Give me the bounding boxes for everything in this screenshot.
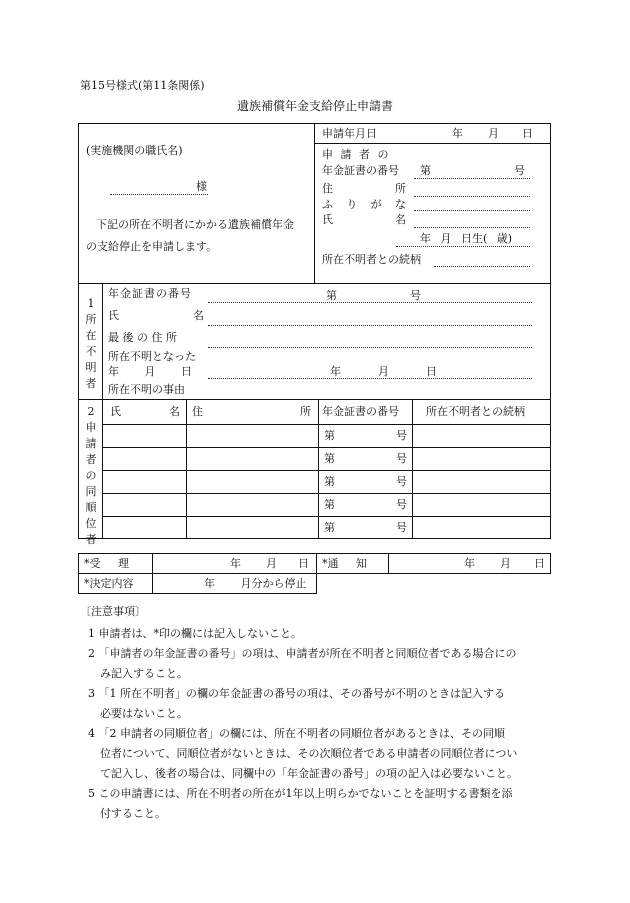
s1-name-label: 氏 名 xyxy=(108,309,204,322)
applicant-cert-dai: 第 xyxy=(420,164,431,177)
s1-missing-date-label-2: 年 月 日 xyxy=(108,365,192,378)
s1-missing-date-label-1: 所在不明となった xyxy=(108,350,196,363)
note-item: 4 「2 申請者の同順位者」の欄には、所在不明者の同順位者があるときは、その同順 xyxy=(88,727,505,740)
receipt-month: 月 xyxy=(266,557,277,570)
s2-header-name: 氏 名 xyxy=(110,405,180,418)
s2-row4-dai: 第 xyxy=(324,498,335,511)
applicant-label-1: 申 請 者 の xyxy=(322,148,391,161)
receipt-label: *受 理 xyxy=(84,557,129,570)
name-label: 氏 名 xyxy=(322,213,406,226)
form-id: 第15号様式(第11条関係) xyxy=(80,79,205,92)
note-item: 5 この申請書には、所在不明者の所在が1年以上明らかでないことを証明する書類を添 xyxy=(88,787,513,800)
notice-day: 日 xyxy=(534,557,545,570)
apply-date-label: 申請年月日 xyxy=(322,127,377,140)
s2-row5-gou: 号 xyxy=(396,521,407,534)
decision-label: *決定内容 xyxy=(84,577,134,590)
section1-label: 1所在不明者 xyxy=(85,297,97,390)
s1-month: 月 xyxy=(378,365,389,378)
s2-row2-dai: 第 xyxy=(324,452,335,465)
notice-month: 月 xyxy=(500,557,511,570)
office-receipt-row xyxy=(78,553,551,574)
s2-header-relation: 所在不明者との続柄 xyxy=(426,405,525,418)
s2-row4-gou: 号 xyxy=(396,498,407,511)
request-line1: 下記の所在不明者にかかる遺族補償年金 xyxy=(96,218,294,231)
receipt-year: 年 xyxy=(230,557,241,570)
s2-row3-gou: 号 xyxy=(396,475,407,488)
address-label: 住 所 xyxy=(322,182,406,195)
birth-text: 年 月 日生( 歳) xyxy=(420,232,513,245)
decision-text: 年 月分から停止 xyxy=(204,577,307,590)
note-item: 2 「申請者の年金証書の番号」の項は、申請者が所在不明者と同順位者である場合にの xyxy=(88,647,517,660)
applicant-cert-gou: 号 xyxy=(514,164,525,177)
s1-year: 年 xyxy=(330,365,341,378)
note-item: て記入し、後者の場合は、同欄中の「年金証書の番号」の項の記入は必要ないこと。 xyxy=(100,767,518,780)
s2-header-address-b: 所 xyxy=(300,405,311,418)
furigana-label: ふ り が な xyxy=(322,198,406,211)
s2-row5-dai: 第 xyxy=(324,521,335,534)
s1-cert-label: 年金証書の番号 xyxy=(108,287,192,300)
note-item: 3 「1 所在不明者」の欄の年金証書の番号の項は、その番号が不明のときは記入する xyxy=(88,687,505,700)
apply-month: 月 xyxy=(488,127,499,140)
s1-last-addr-label: 最 後 の 住 所 xyxy=(108,331,177,344)
applicant-label-2: 年金証書の番号 xyxy=(322,164,399,177)
receipt-day: 日 xyxy=(298,557,309,570)
agency-label: (実施機関の職氏名) xyxy=(86,144,183,157)
section2-label: 2申請者の同順位者 xyxy=(85,405,97,546)
s2-row1-dai: 第 xyxy=(324,429,335,442)
notice-label: *通 知 xyxy=(322,557,367,570)
apply-year: 年 xyxy=(452,127,463,140)
request-line2: の支給停止を申請します。 xyxy=(86,240,218,253)
s1-reason-label: 所在不明の事由 xyxy=(108,383,185,396)
form-title: 遺族補償年金支給停止申請書 xyxy=(236,99,393,113)
relation-label: 所在不明者との続柄 xyxy=(322,253,421,266)
note-item: み記入すること。 xyxy=(100,667,188,680)
note-item: 必要はないこと。 xyxy=(100,707,188,720)
s2-header-address-a: 住 xyxy=(192,405,203,418)
s2-row3-dai: 第 xyxy=(324,475,335,488)
s2-header-cert: 年金証書の番号 xyxy=(322,405,399,418)
sama-text: 様 xyxy=(196,180,207,193)
notes-heading: 〔注意事項〕 xyxy=(80,605,146,618)
s1-day: 日 xyxy=(426,365,437,378)
s2-row2-gou: 号 xyxy=(396,452,407,465)
note-item: 1 申請者は、*印の欄には記入しないこと。 xyxy=(88,627,302,640)
note-item: 位者について、同順位者がないときは、その次順位者である申請者の同順位者につい xyxy=(100,747,518,760)
s1-dai: 第 xyxy=(326,289,337,302)
apply-day: 日 xyxy=(522,127,533,140)
s1-gou: 号 xyxy=(410,289,421,302)
s2-row1-gou: 号 xyxy=(396,429,407,442)
note-item: 付すること。 xyxy=(100,807,166,820)
notice-year: 年 xyxy=(464,557,475,570)
